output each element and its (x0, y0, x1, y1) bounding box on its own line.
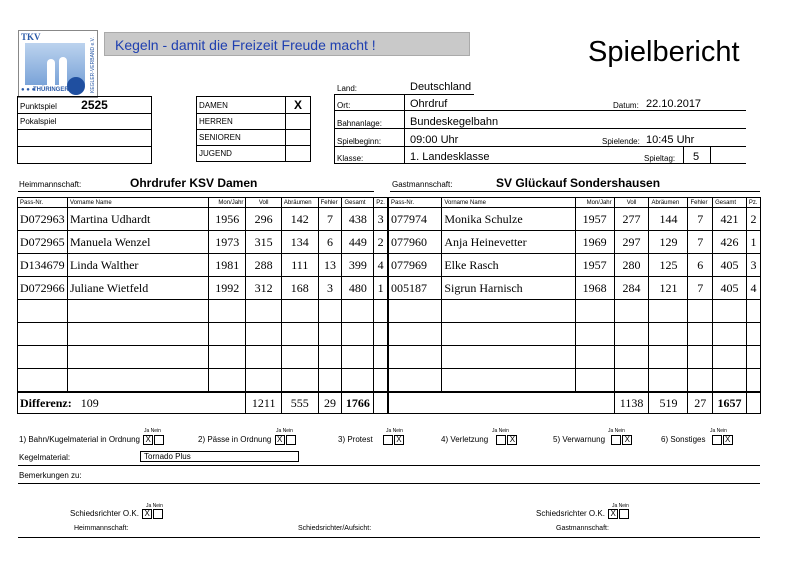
col-voll: Voll (614, 198, 649, 208)
table-row (389, 208, 761, 231)
question-5-text: 5) Verwarnung (553, 435, 606, 445)
col-name: Vorname Name (67, 198, 208, 208)
year-cell: 1968 (575, 277, 614, 300)
table-row (389, 277, 761, 300)
gesamt-cell: 426 (713, 231, 747, 254)
klasse-label: Klasse: (337, 154, 364, 163)
ja-nein-label: Ja Nein (386, 428, 403, 434)
question-2-text: 2) Pässe in Ordnung (198, 435, 272, 445)
guest-team-label: Gastmannschaft: (392, 180, 453, 189)
abr-cell: 129 (649, 231, 688, 254)
home-total-fehler: 29 (318, 392, 342, 414)
category-senioren: SENIOREN (197, 130, 286, 146)
q4-ja-checkbox[interactable] (496, 435, 506, 445)
voll-cell: 297 (614, 231, 649, 254)
pz-cell: 3 (746, 254, 760, 277)
logo-side-text: KEGLER-VERBAND e.V. (90, 37, 96, 93)
guest-total-abr: 519 (649, 392, 688, 414)
fehler-cell: 7 (318, 208, 342, 231)
voll-cell: 296 (246, 208, 282, 231)
question-1-text: 1) Bahn/Kugelmaterial in Ordnung (19, 435, 140, 445)
guest-total-fehler: 27 (688, 392, 713, 414)
fehler-cell: 6 (318, 231, 342, 254)
schiri-ok-right (536, 509, 629, 519)
col-pass: Pass-Nr. (18, 198, 68, 208)
home-total-voll: 1211 (246, 392, 282, 414)
question-2 (198, 435, 296, 445)
col-gesamt: Gesamt (342, 198, 374, 208)
bahn-label: Bahnanlage: (337, 119, 382, 128)
col-pass: Pass-Nr. (389, 198, 442, 208)
q2-ja-checkbox[interactable]: X (275, 435, 285, 445)
schiri-ok-guest-nein-checkbox[interactable] (619, 509, 629, 519)
empty-row (18, 300, 388, 323)
year-cell: 1969 (575, 231, 614, 254)
abr-cell: 134 (281, 231, 318, 254)
pass-cell: 077960 (389, 231, 442, 254)
ja-nein-label: Ja Nein (710, 428, 727, 434)
col-gesamt: Gesamt (713, 198, 747, 208)
q4-nein-checkbox[interactable]: X (507, 435, 517, 445)
gesamt-cell: 421 (713, 208, 747, 231)
q5-ja-checkbox[interactable] (611, 435, 621, 445)
year-cell: 1957 (575, 208, 614, 231)
gesamt-cell: 399 (342, 254, 374, 277)
page-title: Spielbericht (588, 36, 740, 68)
category-damen-mark: X (286, 97, 311, 114)
fehler-cell: 7 (688, 231, 713, 254)
gesamt-cell: 438 (342, 208, 374, 231)
voll-cell: 312 (246, 277, 282, 300)
guest-results-table (388, 197, 761, 414)
guest-totals-row (389, 392, 761, 414)
tkv-logo (18, 30, 98, 98)
pass-cell: D072963 (18, 208, 68, 231)
slogan-banner: Kegeln - damit die Freizeit Freude macht ! (104, 32, 470, 56)
diff-value: 109 (80, 395, 99, 410)
beginn-value: 09:00 Uhr (410, 134, 459, 146)
name-cell: Elke Rasch (442, 254, 575, 277)
empty-row (389, 323, 761, 346)
q6-nein-checkbox[interactable]: X (723, 435, 733, 445)
ja-nein-label: Ja Nein (612, 503, 629, 509)
pass-cell: 005187 (389, 277, 442, 300)
land-label: Land: (337, 84, 358, 93)
schiri-ok-text: Schiedsrichter O.K. (536, 509, 605, 519)
abr-cell: 111 (281, 254, 318, 277)
guest-total-gesamt: 1657 (713, 392, 747, 414)
home-header-row (18, 198, 388, 208)
question-4-text: 4) Verletzung (441, 435, 489, 445)
pass-cell: D072966 (18, 277, 68, 300)
abr-cell: 125 (649, 254, 688, 277)
home-total-gesamt: 1766 (342, 392, 374, 414)
table-row (18, 231, 388, 254)
punktspiel-number: 2525 (81, 98, 108, 112)
question-1 (19, 435, 164, 445)
abr-cell: 142 (281, 208, 318, 231)
fehler-cell: 13 (318, 254, 342, 277)
pz-cell: 3 (374, 208, 388, 231)
q1-ja-checkbox[interactable]: X (143, 435, 153, 445)
category-table (196, 96, 311, 162)
year-cell: 1956 (208, 208, 245, 231)
kegelmaterial-label: Kegelmaterial: (19, 453, 71, 462)
schiri-ok-guest-ja-checkbox[interactable]: X (608, 509, 618, 519)
fehler-cell: 7 (688, 208, 713, 231)
ja-nein-label: Ja Nein (492, 428, 509, 434)
table-row (389, 231, 761, 254)
q3-nein-checkbox[interactable]: X (394, 435, 404, 445)
col-abr: Abräumen (649, 198, 688, 208)
year-cell: 1981 (208, 254, 245, 277)
bowling-pins-icon (25, 43, 85, 85)
gesamt-cell: 405 (713, 277, 747, 300)
bemerkungen-label: Bemerkungen zu: (19, 471, 82, 480)
schiri-ok-left (70, 509, 163, 519)
q1-nein-checkbox[interactable] (154, 435, 164, 445)
logo-text: TKV (21, 32, 41, 42)
fehler-cell: 7 (688, 277, 713, 300)
name-cell: Linda Walther (67, 254, 208, 277)
empty-row (389, 369, 761, 393)
fehler-cell: 3 (318, 277, 342, 300)
empty-row (18, 369, 388, 393)
game-type-table (17, 96, 152, 164)
col-fehler: Fehler (688, 198, 713, 208)
name-cell: Anja Heinevetter (442, 231, 575, 254)
land-value: Deutschland (410, 81, 472, 93)
ort-value: Ohrdruf (410, 98, 448, 110)
col-pz: Pz. (374, 198, 388, 208)
ende-label: Spielende: (602, 137, 640, 146)
ja-nein-label: Ja Nein (608, 428, 625, 434)
q3-ja-checkbox[interactable] (383, 435, 393, 445)
gesamt-cell: 480 (342, 277, 374, 300)
name-cell: Manuela Wenzel (67, 231, 208, 254)
question-6 (661, 435, 733, 445)
gesamt-cell: 449 (342, 231, 374, 254)
table-row (18, 208, 388, 231)
abr-cell: 121 (649, 277, 688, 300)
voll-cell: 315 (246, 231, 282, 254)
beginn-label: Spielbeginn: (337, 137, 382, 146)
col-pz: Pz. (746, 198, 760, 208)
ja-nein-label: Ja Nein (146, 503, 163, 509)
col-year: Mon/Jahr (575, 198, 614, 208)
pz-cell: 1 (746, 231, 760, 254)
col-fehler: Fehler (318, 198, 342, 208)
voll-cell: 277 (614, 208, 649, 231)
schiri-ok-text: Schiedsrichter O.K. (70, 509, 139, 519)
fehler-cell: 6 (688, 254, 713, 277)
year-cell: 1957 (575, 254, 614, 277)
home-team-label: Heimmannschaft: (19, 180, 82, 189)
home-results-table (17, 197, 388, 414)
schiri-ok-home-nein-checkbox[interactable] (153, 509, 163, 519)
guest-team-name: SV Glückauf Sondershausen (496, 176, 661, 190)
empty-row (389, 346, 761, 369)
category-jugend: JUGEND (197, 146, 286, 162)
voll-cell: 280 (614, 254, 649, 277)
bahn-value: Bundeskegelbahn (410, 116, 499, 128)
category-damen: DAMEN (197, 97, 286, 114)
guest-total-voll: 1138 (614, 392, 649, 414)
q2-nein-checkbox[interactable] (286, 435, 296, 445)
voll-cell: 288 (246, 254, 282, 277)
pass-cell: D134679 (18, 254, 68, 277)
guest-header-row (389, 198, 761, 208)
question-3 (338, 435, 404, 445)
ende-value: 10:45 Uhr (646, 134, 695, 146)
name-cell: Sigrun Harnisch (442, 277, 575, 300)
table-row (18, 277, 388, 300)
year-cell: 1973 (208, 231, 245, 254)
pz-cell: 1 (374, 277, 388, 300)
kegelmaterial-field[interactable]: Tornado Plus (140, 451, 299, 462)
pz-cell: 4 (746, 277, 760, 300)
name-cell: Monika Schulze (442, 208, 575, 231)
pass-cell: D072965 (18, 231, 68, 254)
voll-cell: 284 (614, 277, 649, 300)
home-total-abr: 555 (281, 392, 318, 414)
col-year: Mon/Jahr (208, 198, 245, 208)
abr-cell: 144 (649, 208, 688, 231)
diff-label: Differenz: (20, 395, 72, 410)
col-name: Vorname Name (442, 198, 575, 208)
ort-label: Ort: (337, 101, 351, 110)
logo-region: THÜRINGER (33, 87, 69, 93)
pass-cell: 077969 (389, 254, 442, 277)
home-team-name: Ohrdrufer KSV Damen (130, 176, 258, 190)
col-abr: Abräumen (281, 198, 318, 208)
gesamt-cell: 405 (713, 254, 747, 277)
spieltag-value: 5 (693, 151, 700, 163)
col-voll: Voll (246, 198, 282, 208)
year-cell: 1992 (208, 277, 245, 300)
table-row (389, 254, 761, 277)
q5-nein-checkbox[interactable]: X (622, 435, 632, 445)
datum-value: 22.10.2017 (646, 98, 702, 110)
datum-label: Datum: (613, 101, 639, 110)
pz-cell: 2 (746, 208, 760, 231)
empty-row (18, 346, 388, 369)
pz-cell: 4 (374, 254, 388, 277)
name-cell: Juliane Wietfeld (67, 277, 208, 300)
gast-signature-label: Gastmannschaft: (556, 525, 609, 532)
q6-ja-checkbox[interactable] (712, 435, 722, 445)
question-5 (553, 435, 632, 445)
punktspiel-label: Punktspiel (20, 102, 57, 111)
pz-cell: 2 (374, 231, 388, 254)
heim-signature-label: Heimmannschaft: (74, 525, 129, 532)
schiri-aufsicht-label: Schiedsrichter/Aufsicht: (298, 525, 372, 532)
schiri-ok-home-ja-checkbox[interactable]: X (142, 509, 152, 519)
ja-nein-label: Ja Nein (276, 428, 293, 434)
empty-row (18, 323, 388, 346)
abr-cell: 168 (281, 277, 318, 300)
pokalspiel-label: Pokalspiel (18, 114, 152, 130)
ja-nein-label: Ja Nein (144, 428, 161, 434)
home-totals-row (18, 392, 388, 414)
klasse-value: 1. Landesklasse (410, 151, 490, 163)
question-4 (441, 435, 517, 445)
question-6-text: 6) Sonstiges (661, 435, 706, 445)
table-row (18, 254, 388, 277)
logo-dots: ● ● ● (21, 87, 36, 93)
spieltag-label: Spieltag: (644, 154, 676, 163)
question-3-text: 3) Protest (338, 435, 373, 445)
empty-row (389, 300, 761, 323)
name-cell: Martina Udhardt (67, 208, 208, 231)
pass-cell: 077974 (389, 208, 442, 231)
category-herren: HERREN (197, 114, 286, 130)
